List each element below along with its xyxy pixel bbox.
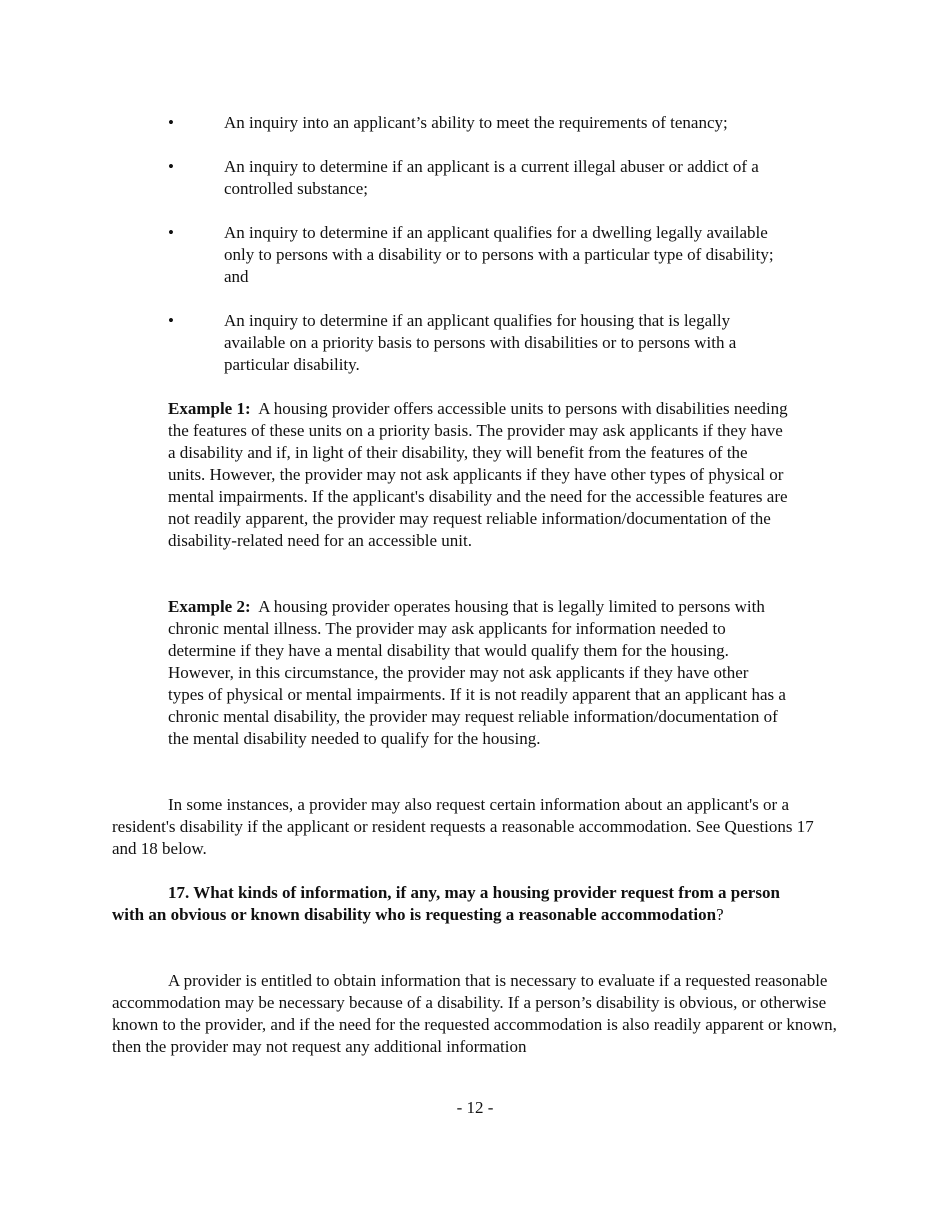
instances-paragraph: In some instances, a provider may also request certain information about an applicant's or a resident's disability if the applicant or resident requests a reasonable accommodation. See Questions 17 and 18 below. [112,795,814,858]
inquiry-bullet-list [168,112,788,398]
example-2-label: Example 2: [168,597,251,616]
bullet-item-priority [168,310,788,376]
answer-paragraph: A provider is entitled to obtain information that is necessary to evaluate if a requested reasonable accommodation may be necessary because of a disability. If a person’s disability is obvious, or otherwise known to the provider, and if the need for the requested accommodation is also readily apparent or known, then the provider may not request any additional information [112,971,837,1056]
example-1-label: Example 1: [168,399,251,418]
bullet-text: An inquiry to determine if an applicant is a current illegal abuser or addict of a controlled substance; [224,157,759,198]
page-number: - 12 - [456,1098,494,1117]
example-2-paragraph [168,596,788,750]
bullet-icon: • [168,157,174,176]
bullet-text: An inquiry into an applicant’s ability to meet the requirements of tenancy; [224,113,728,132]
bullet-icon: • [168,223,174,242]
example-2-text: A housing provider operates housing that is legally limited to persons with chronic mental illness. The provider may ask applicants for information needed to determine if they have a mental disability that would qualify them for the housing. However, in this circumstance, the provider may not ask applicants if they have other types of physical or mental impairments. If it is not readily apparent that an applicant has a chronic mental disability, the provider may request reliable information/documentation of the mental disability needed to qualify for the housing. [168,597,786,748]
bullet-icon: • [168,311,174,330]
bullet-item-substance [168,156,788,200]
bullet-text: An inquiry to determine if an applicant qualifies for a dwelling legally available only to persons with a disability or to persons with a particular type of disability; and [224,223,774,286]
example-1-text: A housing provider offers accessible units to persons with disabilities needing the features of these units on a priority basis. The provider may ask applicants if they have a disability and if, in light of their disability, they will benefit from the features of the units. However, the provider may not ask applicants if they have other types of physical or mental impairments. If the applicant's disability and the need for the accessible features are not readily apparent, the provider may request reliable information/documentation of the disability-related need for an accessible unit. [168,399,788,550]
question-17-mark: ? [716,905,724,924]
bullet-item-tenancy [168,112,788,134]
bullet-icon: • [168,113,174,132]
bullet-item-dwelling [168,222,788,288]
question-17-text: 17. What kinds of information, if any, may a housing provider request from a person with an obvious or known disability who is requesting a reasonable accommodation [112,883,780,924]
bullet-text: An inquiry to determine if an applicant qualifies for housing that is legally available on a priority basis to persons with disabilities or to persons with a particular disability. [224,311,737,374]
question-17-heading [112,882,812,926]
example-1-paragraph [168,398,788,552]
